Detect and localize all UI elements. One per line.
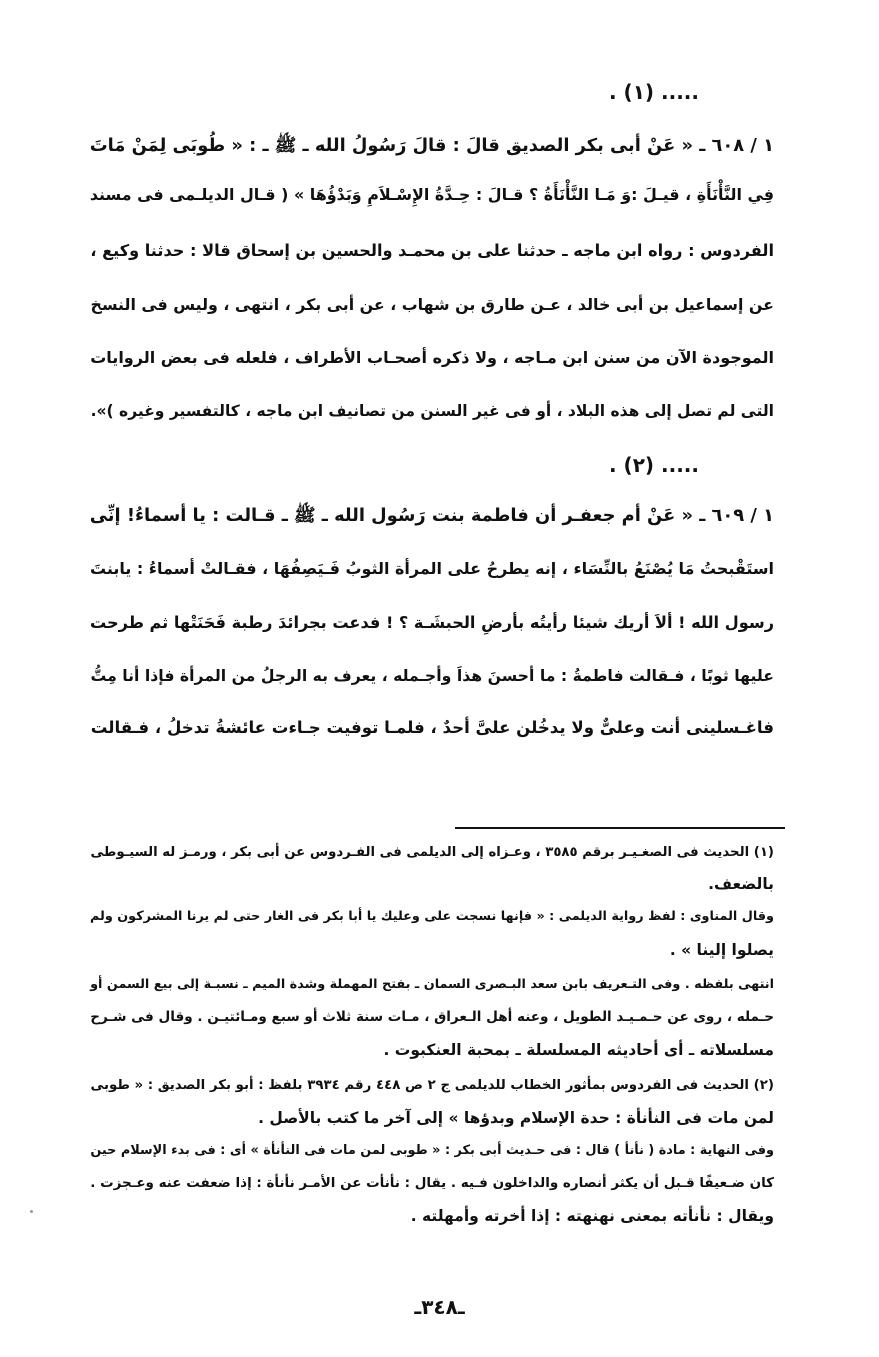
ellipsis-line-2: ..... (٢) . (608, 453, 699, 477)
footnote-1-line-7: مسلسلاته ـ أى أحاديثه المسلسلة ـ بمحبة العنكبوت . (383, 1041, 774, 1059)
hadith-609-line-1: ١ / ٦٠٩ ـ « عَنْ أم جعفـر أن فاطمة بنت رَسُول الله ـ ﷺ ـ قـالت : يا أسماءُ! إنِّى (89, 505, 774, 526)
footnote-1-line-2: بالضعف. (708, 875, 774, 893)
hadith-608-line-5: الموجودة الآن من سنن ابن مـاجه ، ولا ذكره أصحـاب الأطراف ، فلعله فى بعض الروايات (90, 348, 774, 367)
hadith-609-line-4: عليها ثوبًا ، فـقالت فاطمةُ : ما أحسنَ هذاَ وأجـمله ، يعرف به الرجلُ من المرأة فإذا أنا مِتُّ (90, 666, 774, 685)
hadith-608-line-1: ١ / ٦٠٨ ـ « عَنْ أبى بكر الصديق قالَ : قالَ رَسُولُ الله ـ ﷺ ـ : « طُوبَى لِمَنْ مَاتَ (89, 135, 774, 156)
hadith-608-line-3: الفردوس : رواه ابن ماجه ـ حدثنا على بن محمـد والحسين بن إسحاق قالا : حدثنا وكيع ، (90, 241, 774, 260)
hadith-609-line-3: رسول الله ! ألاَ أريك شيئا رأيتُه بأرضِ الحبشَـة ؟ ! فدعت بجرائدَ رطبة فَحَنَتْها ثم طرحت (89, 613, 774, 632)
footnote-1-line-4: يصلوا إلينا » . (669, 941, 774, 959)
footnote-1-line-1: (١) الحديث فى الصغـيـر برقم ٣٥٨٥ ، وعـزاه إلى الديلمى فى الفـردوس عن أبى بكر ، ورمـز له السيـوطى (90, 845, 774, 860)
footnote-2-line-2: لمن مات فى النأنأة : حدة الإسلام وبدؤها » إلى آخر ما كتب بالأصل . (258, 1109, 774, 1127)
page-number: ـ٣٤٨ـ (414, 1295, 465, 1319)
hadith-609-line-5: فاغـسلينى أنت وعلىٌّ ولا يدخُلن علىَّ أحدٌ ، فلمـا توفيت جـاءت عائشةُ تدخلُ ، فـقالت (90, 718, 774, 737)
ellipsis-line-1: ..... (١) . (608, 80, 699, 104)
hadith-608-line-4: عن إسماعيل بن أبى خالد ، عـن طارق بن شهاب ، عن أبى بكر ، انتهى ، وليس فى النسخ (90, 295, 774, 314)
footnote-2-line-5: ويقال : نأنأته بمعنى نهنهته : إذا أخرته وأمهلته . (410, 1207, 774, 1225)
footnote-1-line-6: حـمله ، روى عن حـمـيـد الطويل ، وعنه أهل الـعراق ، مـات سنة ثلاث أو سبع ومـائتيـن . وقال فى شـرح (90, 1009, 774, 1025)
footnote-1-line-3: وقال المناوى : لفظ رواية الديلمى : « فإنها نسجت على وعليك يا أبا بكر فى الغار حتى لم يرنا المشركون ولم (90, 909, 774, 924)
margin-dot (30, 1210, 33, 1213)
hadith-608-line-6: التى لم تصل إلى هذه البلاد ، أو فى غير السنن من تصانيف ابن ماجه ، كالتفسير وغيره )». (90, 402, 774, 420)
hadith-609-line-2: استَقْبحتُ مَا يُصْنَعُ بالنِّسَاء ، إنه يطرحُ على المرأة الثوبُ فَـيَصِفُهَا ، فقـالتْ أسماءُ : يابنتَ (89, 559, 774, 578)
footnote-1-line-5: انتهى بلفظه . وفى التـعريف بابن سعد البـصرى السمان ـ بفتح المهملة وشدة الميم ـ نسبـة إلى بيع السمن أو (90, 977, 774, 992)
hadith-608-line-2: فِي النَّأْنَأَةِ ، قيـلَ :وَ مَـا النَّأْنَأَةُ ؟ قـالَ : حِـدَّةُ الإِسْـلاَمِ وَبَدْؤُهَا » ( قـال الديلـمى فى مسند (89, 185, 774, 204)
footnote-2-line-3: وفى النهاية : مادة ( نأنأ ) قال : فى حـديث أبى بكر : « طوبى لمن مات فى النأنأة » أى : فى بدء الإسلام حين (90, 1143, 774, 1158)
footnote-2-line-1: (٢) الحديث فى الفردوس بمأثور الخطاب للديلمى ج ٢ ص ٤٤٨ رقم ٣٩٣٤ بلفظ : أبو بكر الصديق : « طوبى (90, 1078, 774, 1093)
footnote-separator (455, 827, 785, 829)
footnote-2-line-4: كان ضـعيفًا قـبل أن يكثر أنصاره والداخلون فـيه . يقال : نأنأت عن الأمـر نأنأة : إذا ضعفت عنه وعـجزت . (90, 1175, 774, 1191)
